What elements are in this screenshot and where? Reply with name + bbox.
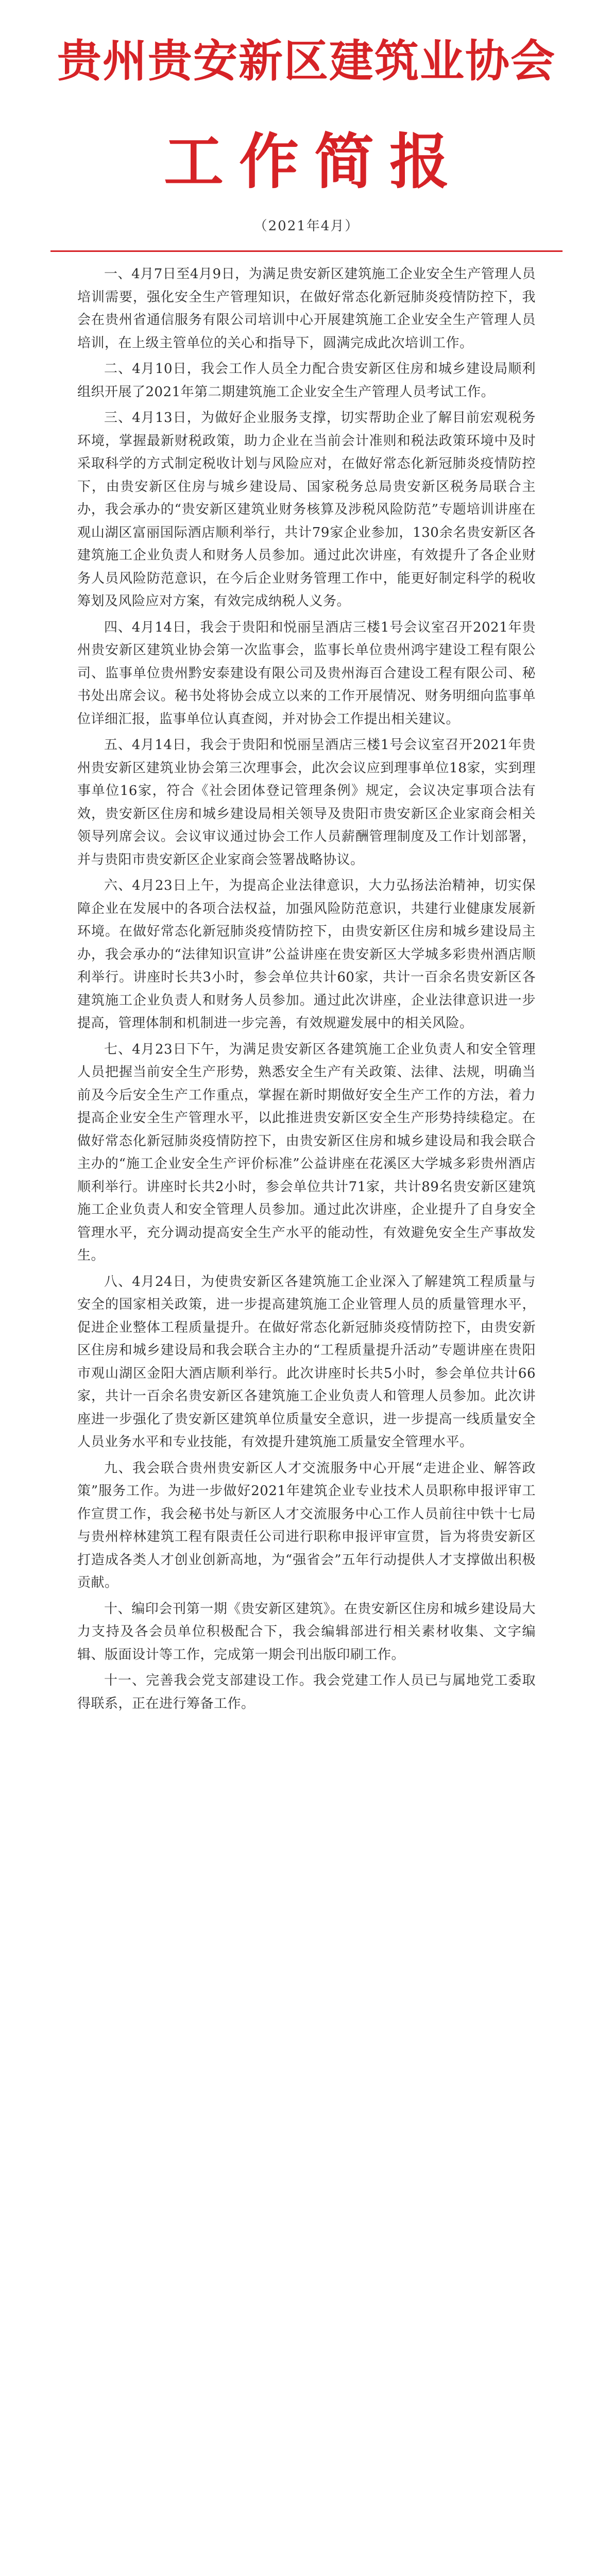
paragraph-item-11: 十一、完善我会党支部建设工作。我会党建工作人员已与属地党工委取得联系，正在进行筹备工作。 bbox=[77, 1673, 536, 1711]
paragraph-item-6: 六、4月23日上午，为提高企业法律意识，大力弘扬法治精神，切实保障企业在发展中的各项合法权益，加强风险防范意识，共建行业健康发展新环境。在做好常态化新冠肺炎疫情防控下，由贵安新区住房和城乡建设局主办，我会承办的“法律知识宣讲”公益讲座在贵安新区大学城多彩贵州酒店顺利举行。讲座时长共3小时，参会单位共计60家，共计一百余名贵安新区各建筑施工企业负责人和财务人员参加。通过此次讲座，企业法律意识进一步提高，管理体制和机制进一步完善，有效规避发展中的相关风险。 bbox=[77, 878, 536, 1031]
paragraph-item-4: 四、4月14日，我会于贵阳和悦丽呈酒店三楼1号会议室召开2021年贵州贵安新区建筑业协会第一次监事会，监事长单位贵州鸿宇建设工程有限公司、监事单位贵州黔安泰建设有限公司及贵州海百合建设工程有限公司、秘书处出席会议。秘书处将协会成立以来的工作开展情况、财务明细向监事单位详细汇报，监事单位认真查阅，并对协会工作提出相关建议。 bbox=[77, 619, 536, 727]
paragraph-item-7: 七、4月23日下午，为满足贵安新区各建筑施工企业负责人和安全管理人员把握当前安全生产形势，熟悉安全生产有关政策、法律、法规，明确当前及今后安全生产工作重点，掌握在新时期做好安全生产工作的方法，着力提高企业安全生产管理水平，以此推进贵安新区安全生产形势持续稳定。在做好常态化新冠肺炎疫情防控下，由贵安新区住房和城乡建设局和我会联合主办的“施工企业安全生产评价标准”公益讲座在花溪区大学城多彩贵州酒店顺利举行。讲座时长共2小时，参会单位共计71家，共计89名贵安新区建筑施工企业负责人和安全管理人员参加。通过此次讲座，企业提升了自身安全管理水平，充分调动提高安全生产水平的能动性，有效避免安全生产事故发生。 bbox=[77, 1041, 536, 1263]
paragraph-item-1: 一、4月7日至4月9日，为满足贵安新区建筑施工企业安全生产管理人员培训需要，强化安全生产管理知识，在做好常态化新冠肺炎疫情防控下，我会在贵州省通信服务有限公司培训中心开展建筑施工企业安全生产管理人员培训，在上级主管单位的关心和指导下，圆满完成此次培训工作。 bbox=[77, 266, 536, 351]
paragraph-item-10: 十、编印会刊第一期《贵安新区建筑》。在贵安新区住房和城乡建设局大力支持及各会员单位积极配合下，我会编辑部进行相关素材收集、文字编辑、版面设计等工作，完成第一期会刊出版印刷工作。 bbox=[77, 1601, 536, 1663]
paragraph-item-9: 九、我会联合贵州贵安新区人才交流服务中心开展“走进企业、解答政策”服务工作。为进一步做好2021年建筑企业专业技术人员职称申报评审工作宣贯工作，我会秘书处与新区人才交流服务中心工作人员前往中铁十七局与贵州梓林建筑工程有限责任公司进行职称申报评审宣贯，旨为将贵安新区打造成各类人才创业创新高地，为“强省会”五年行动提供人才支撑做出积极贡献。 bbox=[77, 1460, 536, 1590]
paragraph-item-3: 三、4月13日，为做好企业服务支撑，切实帮助企业了解目前宏观税务环境，掌握最新财税政策，助力企业在当前会计准则和税法政策环境中及时采取科学的方式制定税收计划与风险应对，在做好常态化新冠肺炎疫情防控下，由贵安新区住房与城乡建设局、国家税务总局贵安新区税务局联合主办，我会承办的“贵安新区建筑业财务核算及涉税风险防范”专题培训讲座在观山湖区富丽国际酒店顺利举行，共计79家企业参加，130余名贵安新区各建筑施工企业负责人和财务人员参加。通过此次讲座，有效提升了各企业财务人员风险防范意识，在今后企业财务管理工作中，能更好制定科学的税收筹划及风险应对方案，有效完成纳税人义务。 bbox=[77, 410, 536, 609]
bulletin-title: 工作简报 bbox=[164, 127, 465, 197]
paragraph-item-2: 二、4月10日，我会工作人员全力配合贵安新区住房和城乡建设局顺利组织开展了2021年第二期建筑施工企业安全生产管理人员考试工作。 bbox=[77, 361, 536, 400]
bulletin-body bbox=[77, 263, 536, 1718]
red-divider-rule bbox=[50, 250, 563, 252]
paragraph-item-8: 八、4月24日，为使贵安新区各建筑施工企业深入了解建筑工程质量与安全的国家相关政策，进一步提高建筑施工企业管理人员的质量管理水平，促进企业整体工程质量提升。在做好常态化新冠肺炎疫情防控下，由贵安新区住房和城乡建设局和我会联合主办的“工程质量提升活动”专题讲座在贵阳市观山湖区金阳大酒店顺利举行。此次讲座时长共5小时，参会单位共计66家，共计一百余名贵安新区各建筑施工企业负责人和管理人员参加。此次讲座进一步强化了贵安新区建筑单位质量安全意识，进一步提高一线质量安全人员业务水平和专业技能，有效提升建筑施工质量安全管理水平。 bbox=[77, 1274, 536, 1450]
organization-title: 贵州贵安新区建筑业协会 bbox=[57, 35, 556, 87]
paragraph-item-5: 五、4月14日，我会于贵阳和悦丽呈酒店三楼1号会议室召开2021年贵州贵安新区建筑业协会第三次理事会，此次会议应到理事单位18家，实到理事单位16家，符合《社会团体登记管理条例》规定，会议决定事项合法有效，贵安新区住房和城乡建设局相关领导及贵阳市贵安新区企业家商会相关领导列席会议。会议审议通过协会工作人员薪酬管理制度及工作计划部署，并与贵阳市贵安新区企业家商会签署战略协议。 bbox=[77, 737, 536, 868]
issue-date: （2021年4月） bbox=[253, 218, 360, 234]
bulletin-header bbox=[0, 0, 613, 251]
